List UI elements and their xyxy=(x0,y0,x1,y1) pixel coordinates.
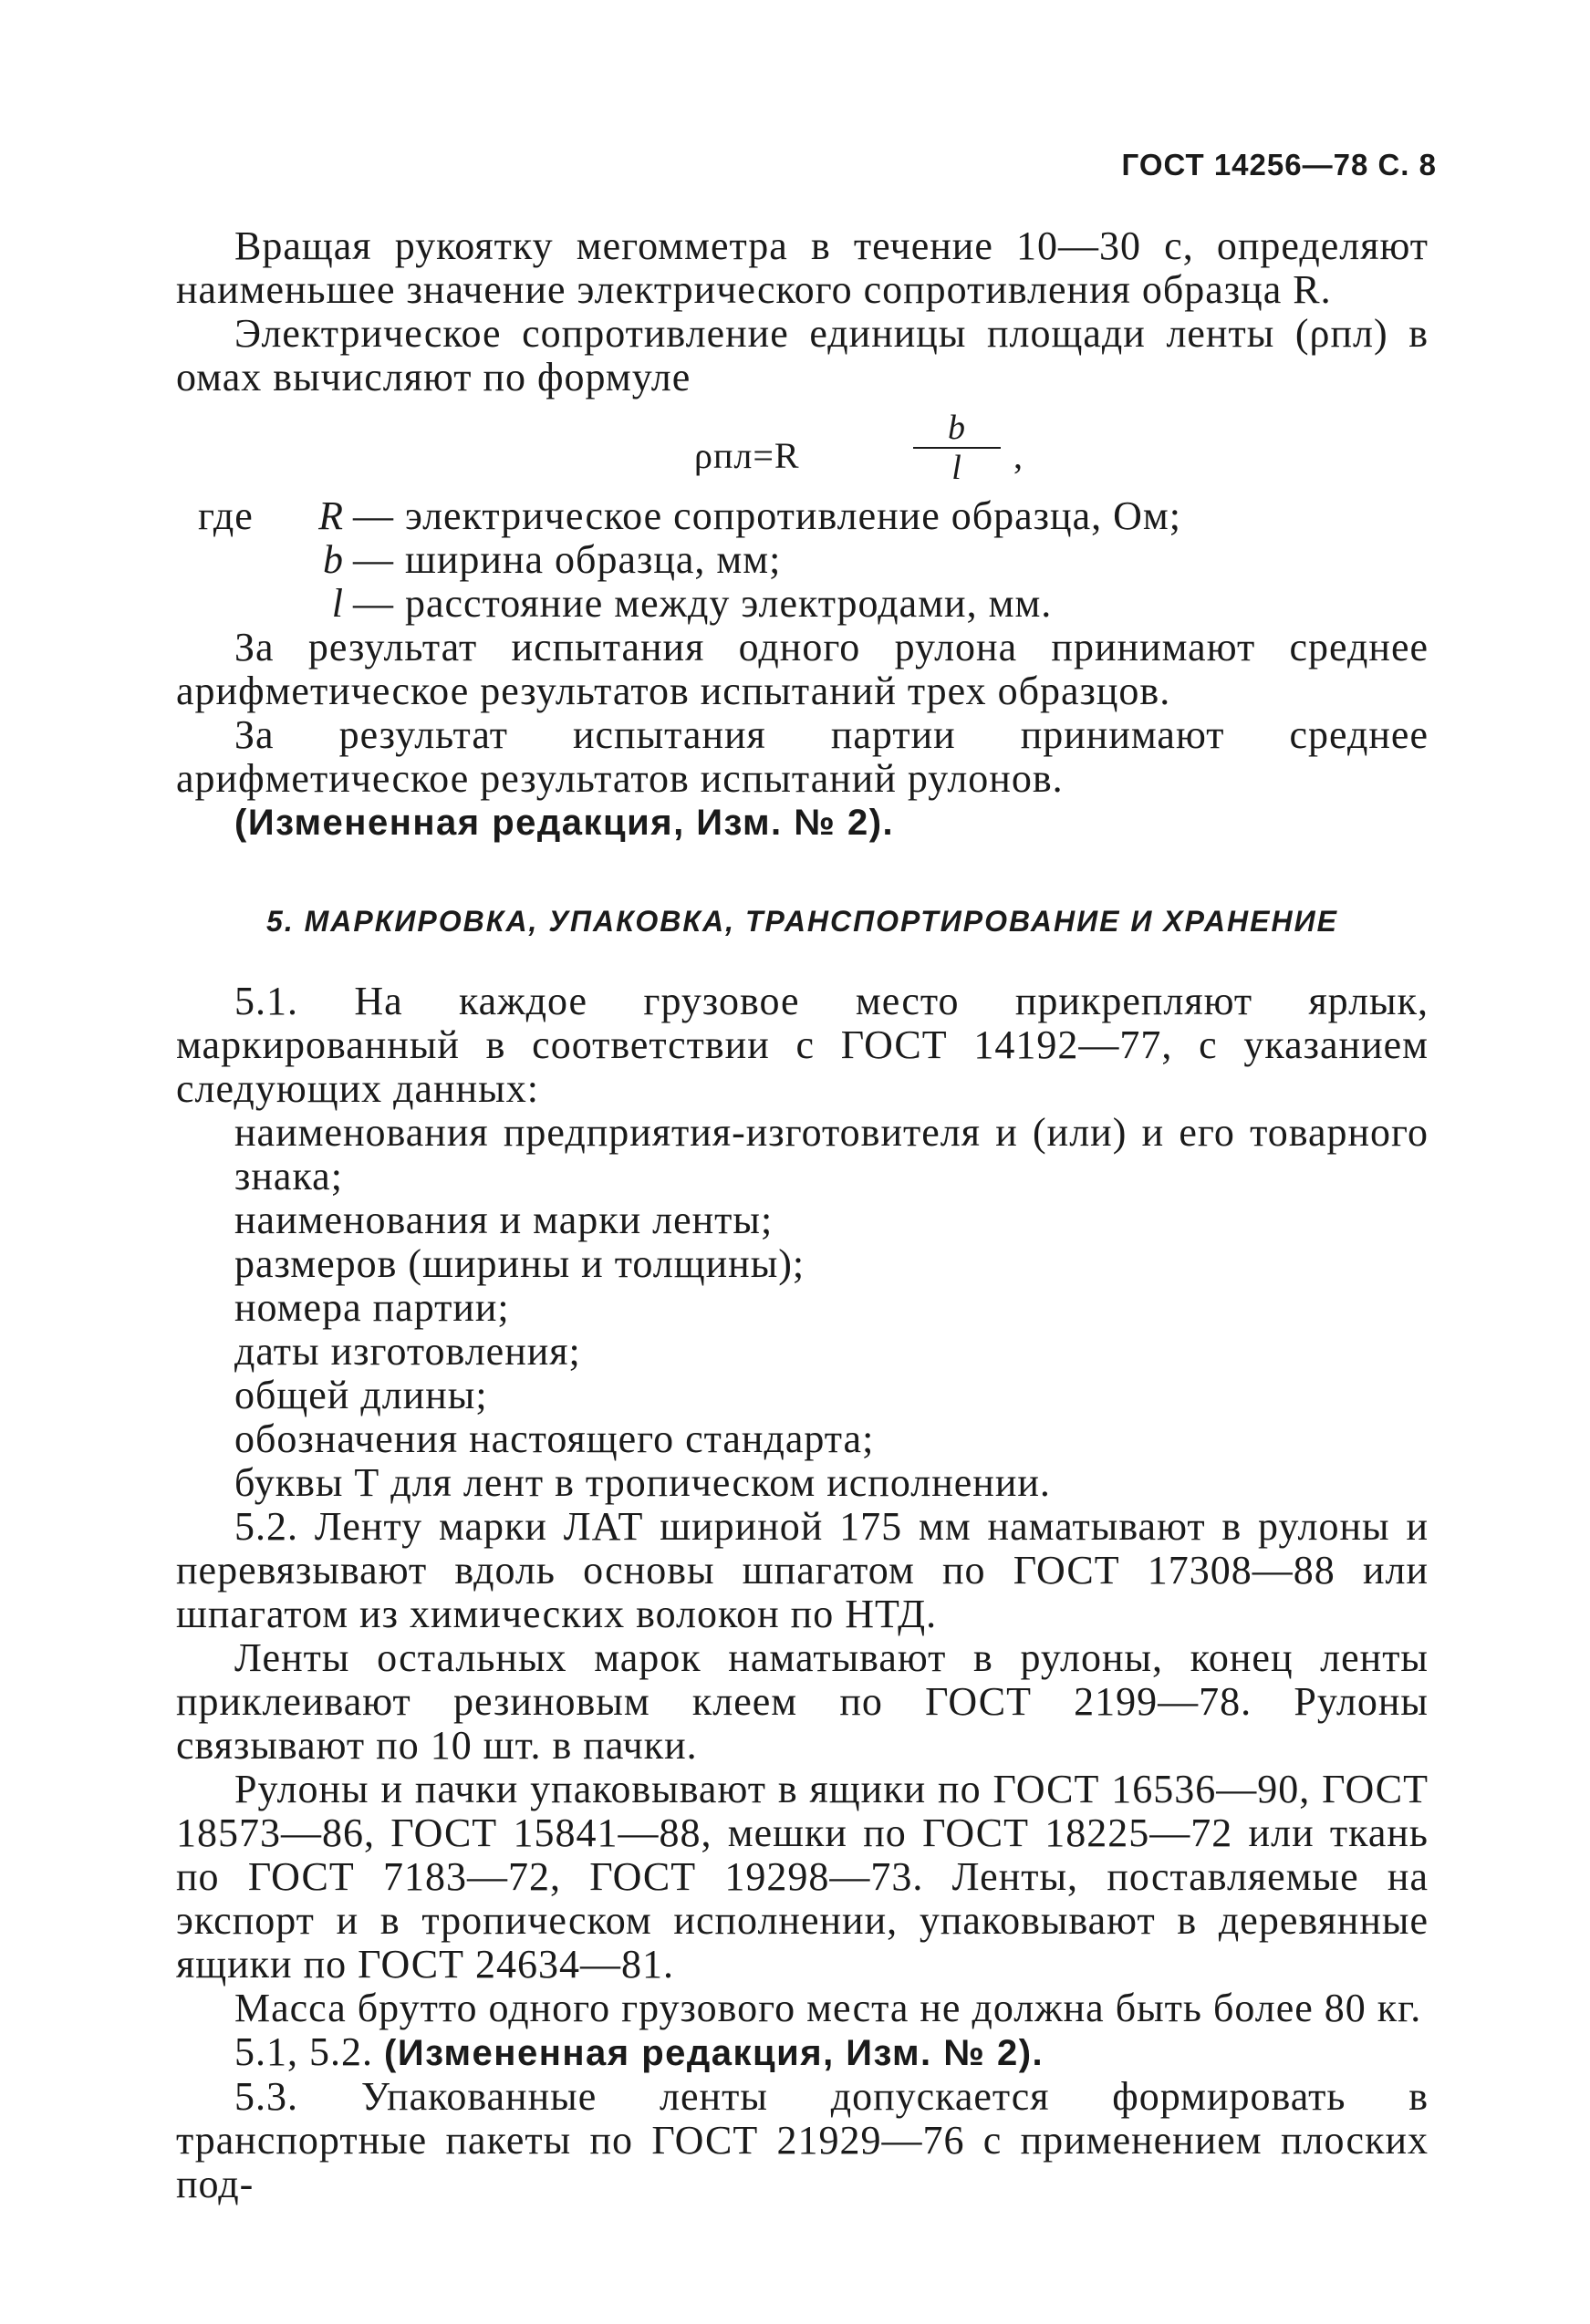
amendment-note: (Измененная редакция, Изм. № 2). xyxy=(384,2033,1044,2073)
list-item: наименования предприятия-изготовителя и (или) и его товарного знака; xyxy=(234,1110,1429,1198)
paragraph: За результат испытания одного рулона принимают среднее арифметическое результатов испытаний трех образцов. xyxy=(176,625,1429,713)
definition-text: — расстояние между электродами, мм. xyxy=(353,581,1053,626)
paragraph: 5.1. На каждое грузовое место прикрепляют ярлык, маркированный в соответствии с ГОСТ 14192—77, с указанием следующих данных: xyxy=(176,979,1429,1111)
definition-text: — ширина образца, мм; xyxy=(353,537,782,582)
amendment-line xyxy=(176,2030,1429,2075)
definitions xyxy=(176,494,1429,626)
list-item: размеров (ширины и толщины); xyxy=(234,1241,805,1286)
list-item: буквы Т для лент в тропическом исполнении. xyxy=(234,1460,1051,1505)
formula xyxy=(176,399,1429,494)
amendment-note: (Измененная редакция, Изм. № 2). xyxy=(234,803,895,843)
definition-text: — электрическое сопротивление образца, Ом; xyxy=(353,493,1181,538)
formula-denominator: l xyxy=(951,449,962,487)
formula-fraction xyxy=(913,410,1001,485)
definition-row xyxy=(176,494,1429,538)
paragraph: Электрическое сопротивление единицы площади ленты (ρпл) в омах вычисляют по формуле xyxy=(176,311,1429,399)
definition-symbol: R xyxy=(318,493,344,538)
formula-lhs: ρпл=R xyxy=(694,435,800,476)
paragraph: Масса брутто одного грузового места не должна быть более 80 кг. xyxy=(234,1986,1422,2030)
definition-symbol: l xyxy=(331,581,344,626)
list-item: общей длины; xyxy=(234,1373,488,1417)
paragraph: Рулоны и пачки упаковывают в ящики по ГОСТ 16536—90, ГОСТ 18573—86, ГОСТ 15841—88, мешки по ГОСТ 18225—72 или ткань по ГОСТ 7183—72, ГОСТ 19298—73. Ленты, поставляемые на экспорт и в тропическом исполнении, упаковывают в деревянные ящики по ГОСТ 24634—81. xyxy=(176,1767,1429,1987)
paragraph: 5.2. Ленту марки ЛАТ шириной 175 мм наматывают в рулоны и перевязывают вдоль основы шпагатом по ГОСТ 17308—88 или шпагатом из химических волокон по НТД. xyxy=(176,1504,1429,1636)
definition-symbol: b xyxy=(323,537,344,582)
paragraph: 5.3. Упакованные ленты допускается формировать в транспортные пакеты по ГОСТ 21929—76 с применением плоских под- xyxy=(176,2074,1429,2206)
list-item: обозначения настоящего стандарта; xyxy=(234,1416,875,1461)
paragraph: Ленты остальных марок наматывают в рулоны, конец ленты приклеивают резиновым клеем по ГОСТ 2199—78. Рулоны связывают по 10 шт. в пачки. xyxy=(176,1635,1429,1768)
amendment-prefix: 5.1, 5.2. xyxy=(234,2029,373,2074)
page-header: ГОСТ 14256—78 С. 8 xyxy=(1121,148,1437,182)
list-item: наименования и марки ленты; xyxy=(234,1198,774,1242)
definition-row xyxy=(176,582,1429,626)
formula-tail: , xyxy=(1013,435,1024,476)
definition-row xyxy=(176,538,1429,582)
formula-numerator: b xyxy=(948,409,966,447)
list-item: номера партии; xyxy=(234,1285,510,1330)
paragraph: За результат испытания партии принимают среднее арифметическое результатов испытаний рулонов. xyxy=(176,712,1429,801)
paragraph: Вращая рукоятку мегомметра в течение 10—30 с, определяют наименьшее значение электрического сопротивления образца R. xyxy=(176,223,1429,312)
section-title: 5. МАРКИРОВКА, УПАКОВКА, ТРАНСПОРТИРОВАНИЕ И ХРАНЕНИЕ xyxy=(266,905,1338,938)
list-item: даты изготовления; xyxy=(234,1329,581,1374)
page-body xyxy=(176,224,1429,2206)
definition-where: где xyxy=(198,493,254,538)
